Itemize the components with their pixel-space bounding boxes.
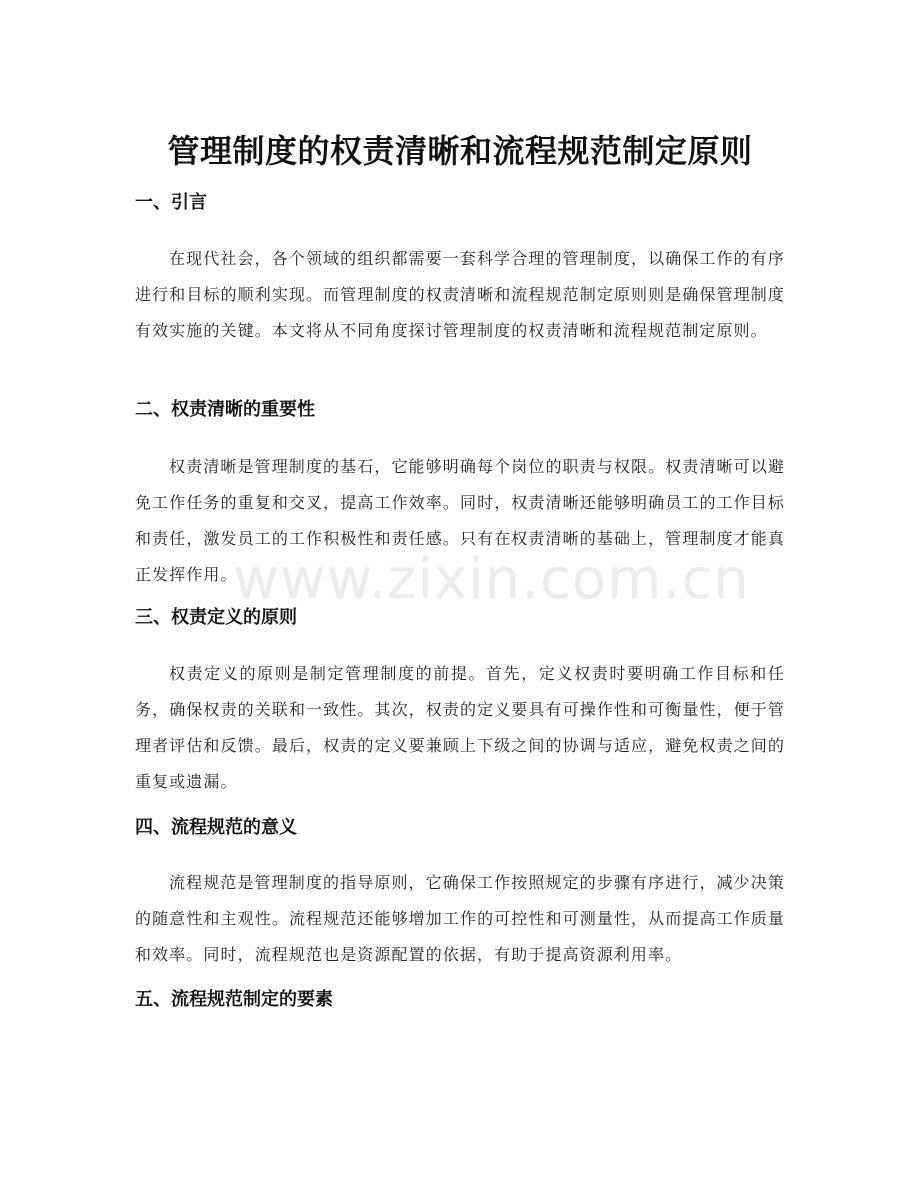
section-heading: 四、流程规范的意义: [135, 817, 297, 838]
section-heading: 五、流程规范制定的要素: [135, 989, 333, 1010]
section-heading: 一、引言: [135, 192, 207, 213]
section-introduction: [135, 190, 785, 349]
section-heading: 二、权责清晰的重要性: [135, 399, 315, 420]
section-paragraph: 权责清晰是管理制度的基石，它能够明确每个岗位的职责与权限。权责清晰可以避免工作任务的重复和交叉，提高工作效率。同时，权责清晰还能够明确员工的工作目标和责任，激发员工的工作积极性和责任感。只有在权责清晰的基础上，管理制度才能真正发挥作用。: [135, 457, 785, 584]
section-process-standard-elements: [135, 987, 785, 1013]
section-process-standard-meaning: [135, 815, 785, 973]
section-paragraph: 在现代社会，各个领域的组织都需要一套科学合理的管理制度，以确保工作的有序进行和目标的顺利实现。而管理制度的权责清晰和流程规范制定原则则是确保管理制度有效实施的关键。本文将从不同角度探讨管理制度的权责清晰和流程规范制定原则。: [135, 249, 785, 340]
section-heading: 三、权责定义的原则: [135, 607, 297, 628]
page-title: 管理制度的权责清晰和流程规范制定原则: [167, 132, 753, 171]
section-paragraph: 权责定义的原则是制定管理制度的前提。首先，定义权责时要明确工作目标和任务，确保权责的关联和一致性。其次，权责的定义要具有可操作性和可衡量性，便于管理者评估和反馈。最后，权责的定义要兼顾上下级之间的协调与适应，避免权责之间的重复或遗漏。: [135, 664, 785, 791]
section-responsibility-definition-principles: [135, 605, 785, 800]
watermark: www.zixin.com.cn: [233, 547, 750, 612]
section-importance-of-clear-responsibility: [135, 397, 785, 593]
section-paragraph: 流程规范是管理制度的指导原则，它确保工作按照规定的步骤有序进行，减少决策的随意性和主观性。流程规范还能够增加工作的可控性和可测量性，从而提高工作质量和效率。同时，流程规范也是资源配置的依据，有助于提高资源利用率。: [135, 873, 785, 964]
